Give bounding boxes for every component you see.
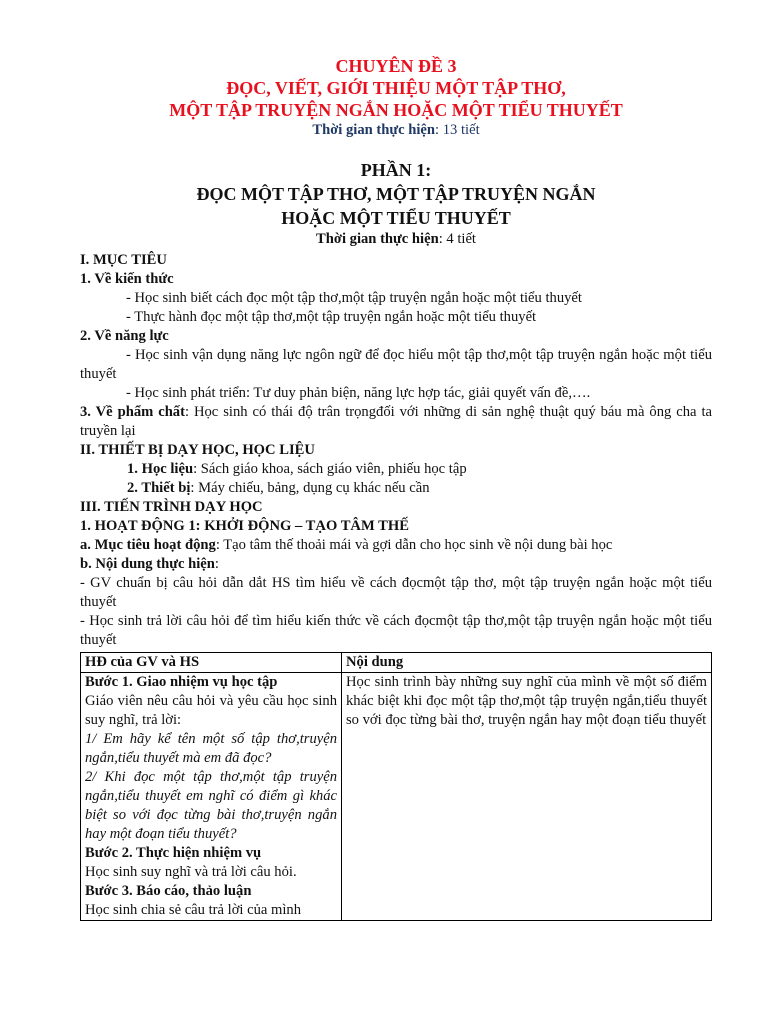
part-duration: Thời gian thực hiện: 4 tiết [316, 231, 476, 247]
activity-table [80, 652, 712, 921]
part-header [80, 158, 712, 249]
topic-title-line-1: ĐỌC, VIẾT, GIỚI THIỆU MỘT TẬP THƠ, [226, 78, 566, 98]
activity-content-item: - GV chuẩn bị câu hỏi dẫn dắt HS tìm hiểu về cách đọcmột tập thơ, một tập truyện ngắn hoặc một tiểu thuyết [80, 575, 712, 610]
table-header-cell: HĐ của GV và HS [81, 653, 342, 673]
section-heading: III. TIẾN TRÌNH DẠY HỌC [80, 499, 263, 515]
activity-heading: 1. HOẠT ĐỘNG 1: KHỞI ĐỘNG – TẠO TÂM THẾ [80, 518, 409, 534]
equipment-item: 2. Thiết bị: Máy chiếu, bảng, dụng cụ khác nếu cần [127, 480, 430, 496]
step-title: Bước 2. Thực hiện nhiệm vụ [85, 845, 262, 861]
question-item: 2/ Khi đọc một tập thơ,một tập truyện ngắn,tiểu thuyết em nghĩ có điểm gì khác biệt so với đọc từng bài thơ,truyện ngắn hay một đoạn tiểu thuyết? [85, 769, 337, 842]
section-process [80, 498, 712, 650]
section-heading: I. MỤC TIÊU [80, 252, 167, 268]
ability-heading: 2. Về năng lực [80, 328, 169, 344]
topic-duration: Thời gian thực hiện: 13 tiết [312, 122, 480, 138]
step-title: Bước 1. Giao nhiệm vụ học tập [85, 674, 278, 690]
part-title-line-2: HOẶC MỘT TIỂU THUYẾT [281, 208, 511, 228]
section-objectives [80, 251, 712, 441]
table-cell-activities [81, 673, 342, 921]
table-row [81, 673, 712, 921]
step-title: Bước 3. Báo cáo, thảo luận [85, 883, 252, 899]
ability-item: - Học sinh vận dụng năng lực ngôn ngữ để đọc hiểu một tập thơ,một tập truyện ngắn hoặc một tiểu thuyết [80, 347, 712, 382]
table-header-cell: Nội dung [342, 653, 712, 673]
table-header-row [81, 653, 712, 673]
section-heading: II. THIẾT BỊ DẠY HỌC, HỌC LIỆU [80, 442, 315, 458]
document-header [80, 55, 712, 140]
knowledge-item: - Thực hành đọc một tập thơ,một tập truyện ngắn hoặc một tiểu thuyết [126, 309, 537, 325]
question-item: 1/ Em hãy kể tên một số tập thơ,truyện ngắn,tiểu thuyết mà em đã đọc? [85, 731, 337, 766]
content-text: Học sinh trình bày những suy nghĩ của mình về một số điểm khác biệt khi đọc một tập thơ,một tập truyện ngắn,tiểu thuyết so với đọc từng bài thơ, truyện ngắn hay một đoạn tiểu thuyết [346, 674, 707, 728]
step-text: Học sinh chia sẻ câu trả lời của mình [85, 902, 302, 918]
knowledge-heading: 1. Về kiến thức [80, 271, 174, 287]
section-equipment [80, 441, 712, 498]
activity-content-label: b. Nội dung thực hiện: [80, 556, 219, 572]
ability-item: - Học sinh phát triển: Tư duy phản biện, năng lực hợp tác, giải quyết vấn đề,…. [126, 385, 591, 401]
part-heading: PHẦN 1: [360, 160, 432, 180]
table-cell-content [342, 673, 712, 921]
topic-line: CHUYÊN ĐỀ 3 [335, 56, 457, 76]
activity-content-item: - Học sinh trả lời câu hỏi để tìm hiểu kiến thức về cách đọcmột tập thơ,một tập truyện ngắn hoặc một tiểu thuyết [80, 613, 712, 648]
activity-goal: a. Mục tiêu hoạt động: Tạo tâm thế thoải mái và gợi dẫn cho học sinh về nội dung bài học [80, 537, 613, 553]
knowledge-item: - Học sinh biết cách đọc một tập thơ,một tập truyện ngắn hoặc một tiểu thuyết [126, 290, 582, 306]
quality-paragraph: 3. Về phẩm chất: Học sinh có thái độ trân trọngđối với những di sản nghệ thuật quý báu mà ông cha ta truyền lại [80, 404, 712, 439]
equipment-item: 1. Học liệu: Sách giáo khoa, sách giáo viên, phiếu học tập [127, 461, 467, 477]
step-text: Học sinh suy nghĩ và trả lời câu hỏi. [85, 864, 297, 880]
step-text: Giáo viên nêu câu hỏi và yêu cầu học sinh suy nghĩ, trả lời: [85, 693, 337, 728]
topic-title-line-2: MỘT TẬP TRUYỆN NGẮN HOẶC MỘT TIỂU THUYẾT [169, 100, 623, 120]
part-title-line-1: ĐỌC MỘT TẬP THƠ, MỘT TẬP TRUYỆN NGẮN [196, 184, 596, 204]
